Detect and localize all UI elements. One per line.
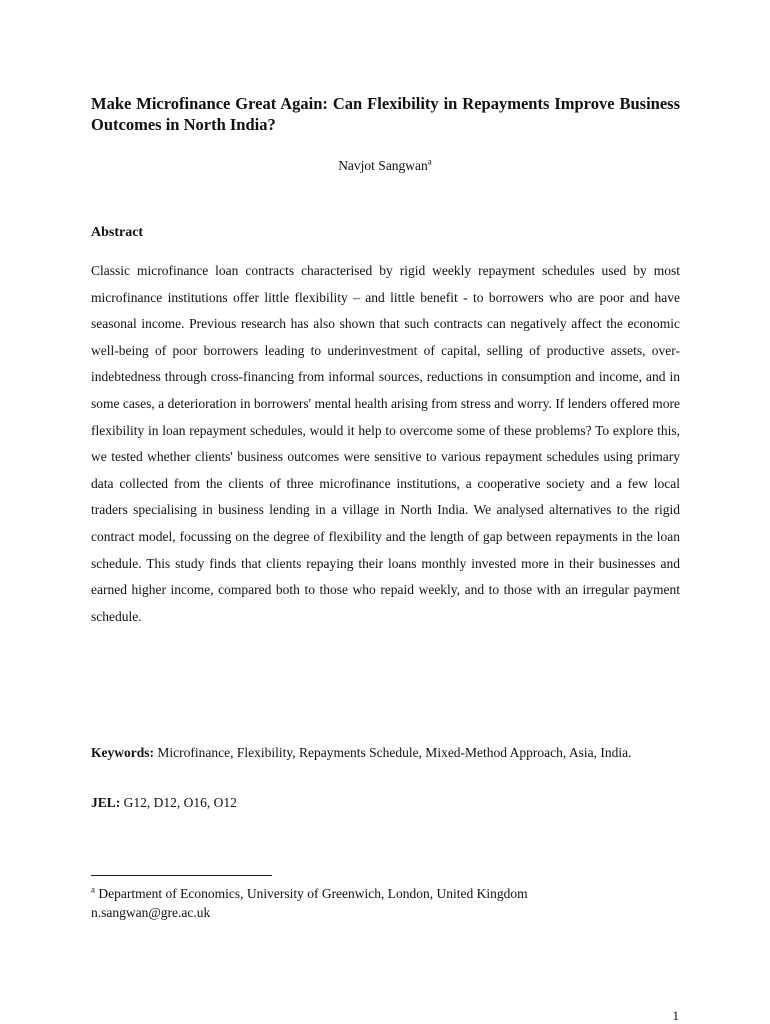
paper-title: Make Microfinance Great Again: Can Flexibility in Repayments Improve Business Outcomes in North India? bbox=[91, 94, 680, 134]
jel-line bbox=[91, 793, 237, 813]
page-number: 1 bbox=[672, 1008, 679, 1023]
footnote-email: n.sangwan@gre.ac.uk bbox=[91, 905, 211, 920]
keywords-text: Microfinance, Flexibility, Repayments Schedule, Mixed-Method Approach, Asia, India. bbox=[157, 745, 632, 760]
abstract-text: Classic microfinance loan contracts characterised by rigid weekly repayment schedules used by most microfinance institutions offer little flexibility – and little benefit - to borrowers who are poor and have seasonal income. Previous research has also shown that such contracts can negatively affect the economic well-being of poor borrowers leading to underinvestment of capital, selling of productive assets, over-indebtedness through cross-financing from informal sources, reductions in consumption and income, and in some cases, a deterioration in borrowers' mental health arising from stress and worry. If lenders offered more flexibility in loan repayment schedules, would it help to overcome some of these problems? To explore this, we tested whether clients' business outcomes were sensitive to various repayment schedules using primary data collected from the clients of three microfinance institutions, a cooperative society and a few local traders specialising in business lending in a village in North India. We analysed alternatives to the rigid contract model, focussing on the degree of flexibility and the length of gap between repayments in the loan schedule. This study finds that clients repaying their loans monthly invested more in their businesses and earned higher income, compared both to those who repaid weekly, and to those with an irregular payment schedule. bbox=[91, 263, 680, 624]
author-line bbox=[0, 157, 770, 175]
keywords-label: Keywords: bbox=[91, 745, 154, 760]
jel-codes: G12, D12, O16, O12 bbox=[123, 795, 237, 810]
author-name: Navjot Sangwan bbox=[338, 158, 428, 173]
footnote-divider bbox=[91, 875, 272, 876]
keywords-line bbox=[91, 739, 680, 766]
jel-label: JEL: bbox=[91, 795, 121, 810]
footnote-affiliation-text: Department of Economics, University of Greenwich, London, United Kingdom bbox=[98, 886, 528, 901]
abstract-heading: Abstract bbox=[91, 225, 144, 240]
footnote-marker: a bbox=[91, 884, 95, 895]
author-affiliation-marker: a bbox=[427, 156, 432, 167]
footnote-affiliation bbox=[91, 884, 691, 903]
